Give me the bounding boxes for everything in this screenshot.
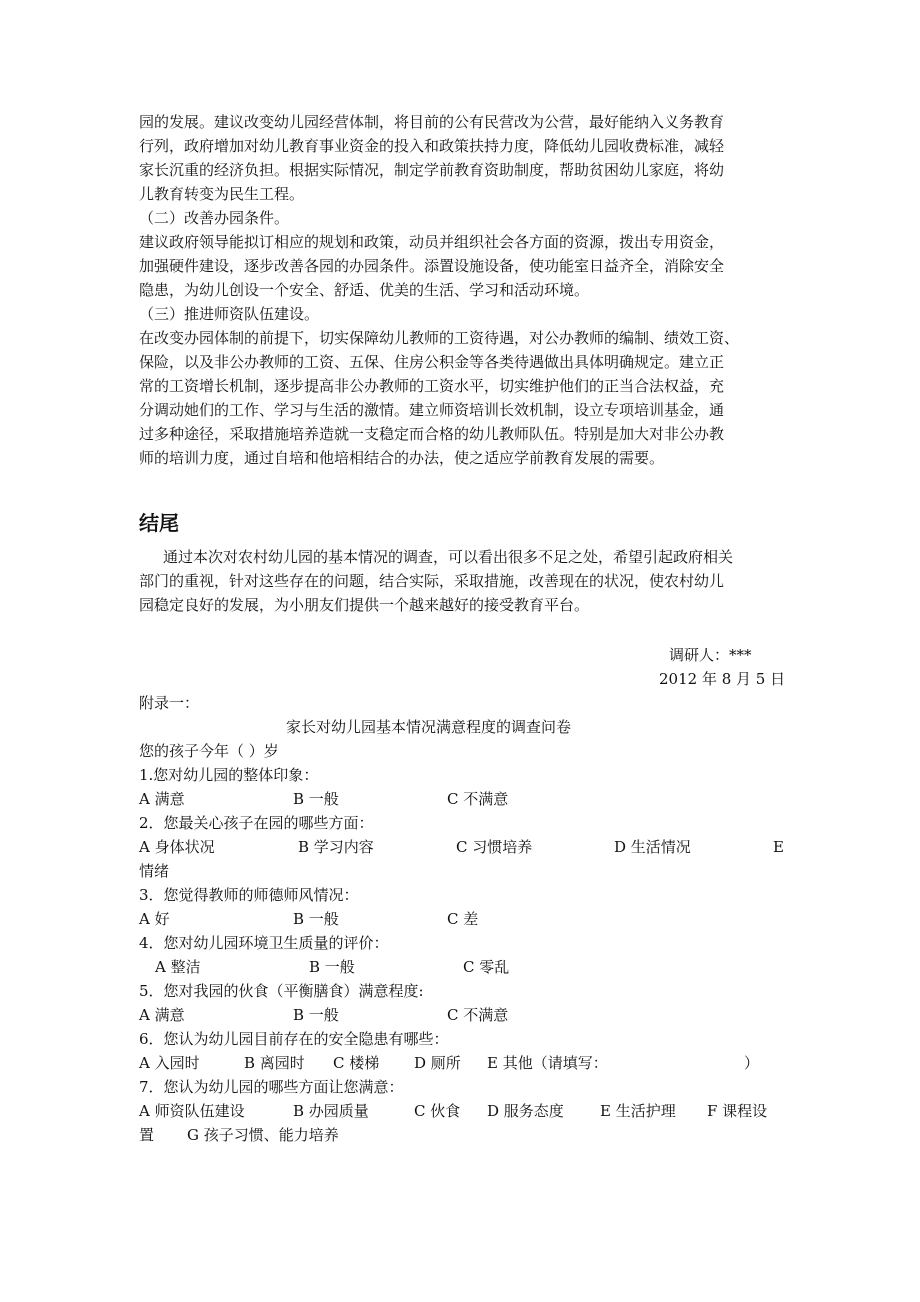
q2-option-d: D 生活情况 [614,838,691,856]
subsection-3-title: （三）推进师资队伍建设。 [139,305,320,323]
question-6: 6．您认为幼儿园目前存在的安全隐患有哪些： [139,1030,449,1048]
text-line: 行列，政府增加对幼儿教育事业资金的投入和政策扶持力度，降低幼儿园收费标准，减轻 [139,137,725,155]
age-question: 您的孩子今年（ ）岁 [139,742,279,760]
researcher-signature: 调研人：*** [669,646,752,664]
text-line: 建议政府领导能拟订相应的规划和政策，动员并组织社会各方面的资源，拨出专用资金， [139,233,725,251]
text-line: 分调动她们的工作、学习与生活的激情。建立师资培训长效机制，设立专项培训基金，通 [139,401,725,419]
q6-option-e: E 其他（请填写： [487,1054,608,1072]
q5-option-c: C 不满意 [447,1006,509,1024]
q7-option-f: F 课程设 [707,1102,768,1120]
q3-option-c: C 差 [447,910,479,928]
policy-paragraph-2 [139,230,785,302]
text-line: 家长沉重的经济负担。根据实际情况，制定学前教育资助制度，帮助贫困幼儿家庭，将幼 [139,161,725,179]
appendix-label: 附录一： [139,694,200,712]
text-line: 园的发展。建议改变幼儿园经营体制，将目前的公有民营改为公营，最好能纳入义务教育 [139,113,725,131]
q7-option-e: E 生活护理 [600,1102,676,1120]
text-line: 部门的重视，针对这些存在的问题，结合实际，采取措施，改善现在的状况，使农村幼儿 [139,572,725,590]
text-line: 儿教育转变为民生工程。 [139,185,305,203]
report-date: 2012 年 8 月 5 日 [659,670,786,688]
text-line: 常的工资增长机制，逐步提高非公办教师的工资水平，切实维护他们的正当合法权益，充 [139,377,725,395]
q5-option-a: A 满意 [139,1006,185,1024]
q7-option-d: D 服务态度 [487,1102,564,1120]
text-line: 加强硬件建设，逐步改善各园的办园条件。添置设施设备，使功能室日益齐全，消除安全 [139,257,725,275]
question-3: 3．您觉得教师的师德师风情况： [139,886,359,904]
q7-option-b: B 办园质量 [293,1102,369,1120]
q1-option-a: A 满意 [139,790,185,808]
q4-option-c: C 零乱 [463,958,510,976]
conclusion-heading: 结尾 [139,511,179,535]
q3-option-b: B 一般 [293,910,339,928]
q2-option-c: C 习惯培养 [456,838,533,856]
question-2: 2．您最关心孩子在园的哪些方面： [139,814,374,832]
q7-option-c: C 伙食 [414,1102,461,1120]
q6-option-d: D 厕所 [414,1054,461,1072]
policy-paragraph-1 [139,110,785,206]
question-7: 7．您认为幼儿园的哪些方面让您满意： [139,1078,404,1096]
policy-paragraph-3 [139,326,785,470]
text-line: 园稳定良好的发展，为小朋友们提供一个越来越好的接受教育平台。 [139,596,590,614]
q6-option-b: B 离园时 [244,1054,305,1072]
question-5: 5．您对我园的伙食（平衡膳食）满意程度: [139,982,424,1000]
q2-option-e-continued: 情绪 [139,862,170,880]
text-line: 通过本次对农村幼儿园的基本情况的调查，可以看出很多不足之处，希望引起政府相关 [163,548,734,566]
text-line: 过多种途径，采取措施培养造就一支稳定而合格的幼儿教师队伍。特别是加大对非公办教 [139,425,725,443]
text-line: 隐患，为幼儿创设一个安全、舒适、优美的生活、学习和活动环境。 [139,281,590,299]
q6-option-a: A 入园时 [139,1054,200,1072]
q2-option-b: B 学习内容 [298,838,374,856]
q7-option-f-continued: 置 [139,1126,155,1144]
q1-option-c: C 不满意 [447,790,509,808]
subsection-2-title: （二）改善办园条件。 [139,209,290,227]
q6-option-c: C 楼梯 [333,1054,380,1072]
questionnaire-title: 家长对幼儿园基本情况满意程度的调查问卷 [286,718,572,736]
q3-option-a: A 好 [139,910,170,928]
q5-option-b: B 一般 [293,1006,339,1024]
question-4: 4．您对幼儿园环境卫生质量的评价： [139,934,389,952]
text-line: 保险，以及非公办教师的工资、五保、住房公积金等各类待遇做出具体明确规定。建立正 [139,353,725,371]
conclusion-paragraph [139,545,785,617]
q4-option-a: A 整洁 [155,958,201,976]
text-line: 师的培训力度，通过自培和他培相结合的办法，使之适应学前教育发展的需要。 [139,449,665,467]
q4-option-b: B 一般 [309,958,355,976]
q2-option-a: A 身体状况 [139,838,215,856]
text-line: 在改变办园体制的前提下，切实保障幼儿教师的工资待遇，对公办教师的编制、绩效工资、 [139,329,740,347]
q1-option-b: B 一般 [293,790,339,808]
question-1: 1.您对幼儿园的整体印象： [139,766,319,784]
q7-option-g: G 孩子习惯、能力培养 [187,1126,339,1144]
q2-option-e: E [773,838,784,856]
q6-option-e-close: ） [744,1054,760,1072]
q7-option-a: A 师资队伍建设 [139,1102,245,1120]
